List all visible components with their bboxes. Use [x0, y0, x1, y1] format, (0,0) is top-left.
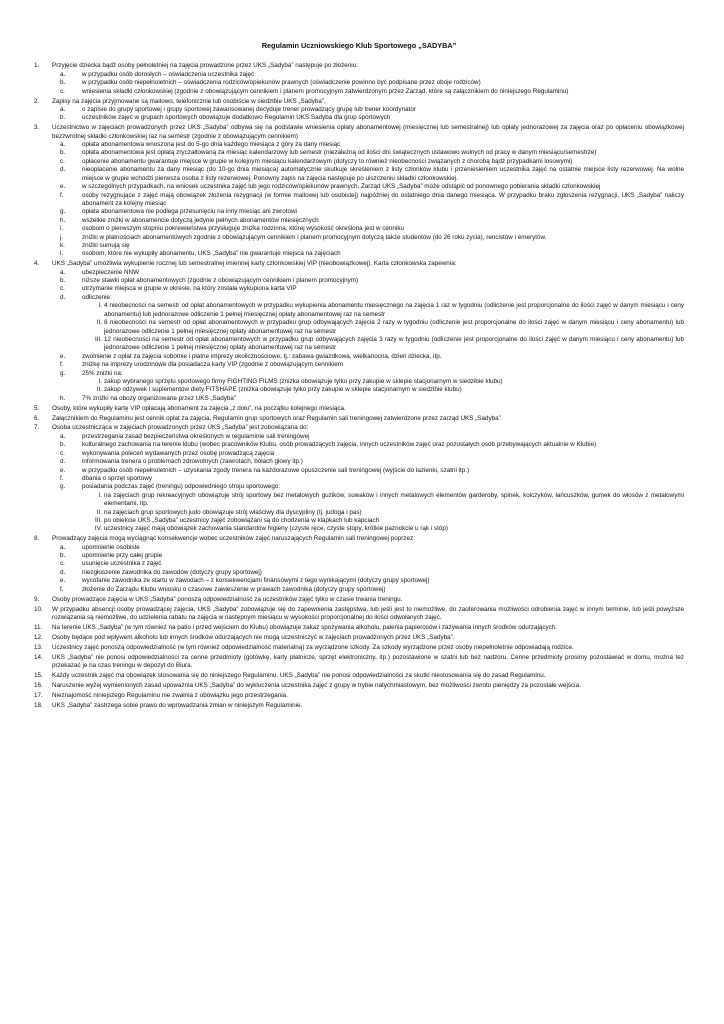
sub-item-text: opłata abonamentowa nie podlega przesunięciu na inny miesiąc ani zwrotowi	[82, 208, 297, 216]
regulation-item	[34, 260, 684, 403]
regulation-item	[34, 124, 684, 259]
sub-item	[60, 449, 684, 458]
sub-item	[60, 87, 684, 96]
sub-item	[60, 441, 684, 449]
roman-item	[96, 386, 684, 394]
sub-item-letter: d.	[60, 568, 66, 576]
sub-item	[60, 216, 684, 225]
sub-item	[60, 458, 684, 466]
roman-item	[98, 377, 684, 386]
sub-item-letter: c.	[60, 157, 65, 165]
roman-item	[96, 319, 684, 336]
regulation-item	[34, 415, 684, 423]
roman-item	[96, 508, 684, 517]
sub-item	[60, 543, 684, 552]
sub-item	[60, 250, 684, 258]
regulation-item	[34, 644, 684, 652]
roman-item	[95, 516, 684, 525]
sub-item	[60, 474, 684, 483]
sub-item	[60, 70, 684, 79]
sub-item-letter: a.	[60, 268, 66, 276]
sub-item-text: nieopłacenie abonamentu za dany miesiąc (do 10-go dnia miesiąca) automatycznie skutkuje skreśleniem z listy członków klubu i przeniesieniem uczestnika zajęć na ostatnie miejsce listy rezerwowej. Na wolne miejsce w grupie wchodzi pierwsza osoba z listy rezerwowej. Ponowny zapis na zajęcia następuje po uiszczeniu składki członkowskiej.	[82, 166, 684, 182]
roman-numeral: II.	[96, 319, 102, 327]
sub-item	[60, 114, 684, 122]
item-number: 2.	[34, 97, 40, 105]
sub-item-letter: f.	[60, 191, 64, 199]
sub-item-text: osoby rezygnujące z zajęć mają obowiązek złożenia rezygnacji (w formie mailowej lub osobistej) najpóźniej do ostatniego dnia danego miesiąca. W przypadku braku zgłoszenia rezygnacji, UKS „Sadyba” naliczy abonament za kolejny miesiąc	[82, 191, 684, 207]
item-number: 9.	[34, 595, 40, 603]
item-text: Naruszenie wyżej wymienionych zasad upoważnia UKS „Sadyba” do wykluczenia uczestnika zajęć z grupy w trybie natychmiastowym, bez możliwości zwrotu pieniędzy za pozostałe wejścia.	[52, 681, 581, 689]
sub-item	[60, 268, 684, 277]
sub-item-letter: b.	[60, 441, 66, 449]
sub-list	[52, 544, 684, 594]
roman-item	[98, 491, 684, 509]
sub-item-text: zniżkę na imprezy urodzinowe dla posiadacza karty VIP (zgodnie z obowiązującym cennikiem	[82, 361, 343, 369]
roman-item	[98, 302, 684, 319]
regulation-item	[34, 405, 684, 413]
regulation-item	[34, 98, 684, 123]
sub-list	[52, 141, 684, 259]
item-number: 15.	[34, 671, 43, 679]
sub-item-letter: b.	[60, 79, 66, 87]
item-text: Zapisy na zajęcia przyjmowane są mailowo, telefonicznie lub osobiście w siedzibie UKS „Sadyba”.	[52, 97, 326, 105]
sub-item-letter: l.	[60, 250, 64, 258]
sub-item-letter: f.	[60, 474, 64, 482]
sub-item-letter: b.	[60, 277, 66, 285]
sub-item	[60, 568, 684, 577]
roman-list	[82, 302, 684, 352]
roman-item-text: zakup odżywek i suplementów diety FITSHAPE (zniżka obowiązuje tylko przy zakupie w sklepie stacjonarnym w siedzibie klubu)	[104, 386, 462, 394]
sub-item	[60, 293, 684, 353]
regulation-item	[34, 596, 684, 604]
sub-item	[60, 191, 684, 209]
sub-item-text: kulturalnego zachowania na terenie klubu (wobec pracowników Klubu, osób prowadzących zajęcia, innych uczestników zajęć oraz pozostałych osób przebywających aktualnie w Klubie)	[82, 441, 597, 449]
item-text: Na terenie UKS „Sadyba” (w tym również na patio i przed wejściem do Klubu) obowiązuje zakaz spożywania alkoholu, palenia papierosów i zażywania innych środków odurzających.	[52, 623, 558, 631]
roman-item	[95, 335, 684, 353]
sub-item-letter: f.	[60, 361, 64, 369]
sub-item-text: w przypadku osób dorosłych – oświadczenia uczestnika zajęć	[82, 70, 255, 78]
sub-item	[60, 183, 684, 191]
item-text: UKS „Sadyba” zastrzega sobie prawo do wprowadzania zmian w niniejszym Regulaminie.	[52, 701, 303, 709]
sub-item	[60, 483, 684, 533]
regulation-list	[34, 62, 684, 710]
sub-item	[60, 369, 684, 395]
sub-item-text: opłacenie abonamentu gwarantuje miejsce w grupie w kolejnym miesiącu kalendarzowym (dotyczy to również nieobecności związanych z chorobą bądź przypadkami losowymi)	[82, 157, 573, 165]
sub-item-text: posiadania podczas zajęć (treningu) odpowiedniego stroju sportowego:	[82, 483, 281, 491]
sub-item-text: wykonywania poleceń wydawanych przez osobę prowadzącą zajęcia	[82, 449, 275, 457]
sub-item	[60, 233, 684, 242]
sub-item	[60, 208, 684, 216]
regulation-item	[34, 672, 684, 680]
sub-item-text: o zapisie do grupy sportowej i grupy sportowej zawansowanej decyduje trener prowadzący grupę lub trener koordynator	[82, 105, 416, 113]
roman-item-text: na zajęciach grup sportowych judo obowiązuje strój właściwy dla dyscypliny (tj. judoga i pas)	[104, 508, 362, 516]
item-number: 17.	[34, 691, 43, 699]
sub-item-text: informowania trenera o problemach zdrowotnych (zawrotach, bólach głowy itp.)	[82, 458, 303, 466]
regulation-item	[34, 535, 684, 594]
sub-item-letter: a.	[60, 105, 66, 113]
sub-item-text: osobom o pierwszym stopniu pokrewieństwa przysługuje zniżka rodzinna, której wysokość określona jest w cenniku	[82, 225, 404, 233]
roman-item-text: 4 nieobecności na semestr od opłat abonamentowych w przypadku wykupienia abonamentu miesięcznego na zajęcia 1 raz w tygodniu (odliczenie jest proporcjonalne do ilości zajęć w danym miesiącu i ceny abonamentu) lub jednorazowe odliczenie 1 pełnej miesięcznej opłaty abonamentowej raz na semestr	[104, 302, 684, 318]
sub-item	[60, 141, 684, 149]
sub-item-text: uczestników zajęć w grupach sportowych obowiązuje dodatkowo Regulamin UKS Sadyba dla grup sportowych	[82, 114, 391, 122]
sub-item-letter: d.	[60, 458, 66, 466]
sub-item	[60, 149, 684, 157]
sub-item-text: zwolnienie z opłat za zajęcia sobotnie i płatne imprezy okolicznościowe, tj.: zabawa gwiazdkowa, wielkanocna, dzień dziecka, itp.	[82, 352, 442, 360]
sub-item-text: w przypadku osób niepełnoletnich – oświadczenia rodziców/opiekunów prawnych (oświadczenie powinno być podpisane przez oboje rodziców)	[82, 79, 481, 87]
sub-list	[52, 269, 684, 404]
sub-item-letter: i.	[60, 225, 64, 233]
item-text: UKS „Sadyba” nie ponosi odpowiedzialności za cenne przedmioty (gotówkę, karty płatnicze, sprzęt elektroniczny, itp.) pozostawione w szatni lub bez nadzoru. Cenne przedmioty prosimy pozostawiać w domu, można też przekazać je na czas treningu w depozyt do Biura.	[52, 653, 684, 669]
sub-item	[60, 466, 684, 475]
item-text: Osoby prowadzące zajęcia w UKS „Sadyba” ponoszą odpowiedzialność za uczestników zajęć tylko w czasie trwania treningu.	[52, 595, 403, 603]
sub-item-letter: g.	[60, 369, 66, 377]
sub-item	[60, 560, 684, 568]
item-text: Każdy uczestnik zajęć ma obowiązek stosowania się do niniejszego Regulaminu. UKS „Sadyba” nie ponosi odpowiedzialności za skutki niestosowania się do zasad Regulaminu.	[52, 671, 546, 679]
regulation-item	[34, 624, 684, 632]
sub-item-letter: a.	[60, 141, 66, 149]
item-text: Osoby będące pod wpływem alkoholu lub innych środków odurzających nie mogą uczestniczyć w zajęciach prowadzonych przez UKS „Sadyba”.	[52, 633, 455, 641]
sub-item-letter: e.	[60, 466, 66, 474]
sub-item-letter: d.	[60, 166, 66, 174]
roman-item-text: 8 nieobecności na semestr od opłat abonamentowych w przypadku grup odbywających zajęcia 2 razy w tygodniu (odliczenie jest proporcjonalne do ilości zajęć w danym miesiącu i ceny abonamentu) lub jednorazowe odliczenie 1 pełnej miesięcznej opłaty abonamentowej raz na semestr	[104, 319, 684, 335]
regulation-item	[34, 634, 684, 642]
roman-numeral: III.	[95, 516, 102, 524]
sub-item	[60, 79, 684, 87]
regulation-item	[34, 62, 684, 96]
roman-item-text: na zajęciach grup rekreacyjnych obowiązuje strój sportowy bez metalowych guzików, suwaków i innych metalowych elementów garderoby, spinek, kolczyków, łańcuszków, gumek do włosów z metalowymi elementami, itp.	[104, 491, 684, 508]
item-text: W przypadku absencji osoby prowadzącej zajęcia, UKS „Sadyba” zobowiązuje się do zapewnienia zastępstwa, lub jeśli jest to niemożliwe, do zaoferowania możliwości odrobienia zajęć w innym terminie, lub jeśli powyższe rozwiązania są niemożliwe, do udzielenia rabatu na zajęcia w następnym miesiącu w wysokości proporcjonalnej do ilości odwołanych zajęć.	[52, 605, 684, 621]
sub-item-text: wycofanie zawodnika ze startu w zawodach – z konsekwencjami finansowymi z tego wynikającymi (dotyczy grupy sportowej)	[82, 577, 430, 585]
item-text: Załącznikiem do Regulaminu jest cennik opłat za zajęcia, Regulamin grup sportowych oraz Regulamin sali treningowej zatwierdzone przez zarząd UKS „Sadyba”.	[52, 414, 503, 422]
sub-item-text: opłata abonamentowa wnoszona jest do 5-go dnia każdego miesiąca z góry za dany miesiąc	[82, 141, 341, 149]
sub-item-letter: h.	[60, 216, 66, 224]
roman-numeral: I.	[98, 491, 102, 499]
sub-item-letter: b.	[60, 149, 66, 157]
roman-item-text: uczestnicy zajęć mają obowiązek zachowania standardów higieny (czyste ręce, czyste stopy, krótkie paznokcie u rąk i stóp)	[104, 525, 448, 533]
item-number: 11.	[34, 623, 43, 631]
roman-list	[82, 378, 684, 395]
sub-item	[60, 361, 684, 369]
sub-item	[60, 585, 684, 594]
sub-item	[60, 285, 684, 293]
sub-item-letter: e.	[60, 183, 66, 191]
sub-item-letter: g.	[60, 208, 66, 216]
item-text: Osoba uczestnicząca w zajęciach prowadzonych przez UKS „Sadyba” jest zobowiązana do:	[52, 424, 309, 432]
regulation-item	[34, 682, 684, 690]
roman-item-text: zakup wybranego sprzętu sportowego firmy FIGHTING FILMS (zniżka obowiązuje tylko przy zakupie w sklepie stacjonarnym w siedzibie klubu)	[104, 377, 503, 385]
item-text: Osoby, które wykupiły kartę VIP opłacają abonament za zajęcia „z dołu”, na początku kolejnego miesiąca.	[52, 404, 346, 412]
sub-item-text: upomnienie osobiste	[82, 543, 140, 551]
sub-item-letter: h.	[60, 394, 66, 402]
regulation-item	[34, 702, 684, 710]
sub-item	[60, 552, 684, 560]
roman-numeral: I.	[98, 377, 102, 385]
sub-item-letter: j.	[60, 233, 64, 241]
item-text: Prowadzący zajęcia mogą wyciągnąć konsekwencje wobec uczestników zajęć naruszających Regulamin sali treningowej poprzez:	[52, 535, 415, 543]
sub-item-letter: a.	[60, 543, 66, 551]
item-number: 1.	[34, 62, 40, 70]
item-number: 6.	[34, 414, 40, 422]
roman-numeral: III.	[95, 335, 102, 343]
sub-item-letter: d.	[60, 293, 66, 301]
sub-item-text: w szczególnych przypadkach, na wniosek uczestnika zajęć lub jego rodziców/opiekunów prawnych, Zarząd UKS „Sadyba” może odstąpić od ponownego pobierania składki członkowskiej	[82, 183, 601, 191]
item-text: Nieznajomość niniejszego Regulaminu nie zwalnia z obowiązku jego przestrzegania.	[52, 691, 288, 699]
sub-item-letter: c.	[60, 285, 65, 293]
item-text: UKS „Sadyba” umożliwia wykupienie rocznej lub semestralnej imiennej karty członkowskiej VIP (nieobowiązkowej). Karta członkowska zapewnia:	[52, 260, 457, 268]
sub-item	[60, 225, 684, 233]
sub-item	[60, 432, 684, 441]
sub-item	[60, 241, 684, 250]
sub-item-letter: b.	[60, 552, 66, 560]
item-number: 4.	[34, 260, 40, 268]
sub-item-text: 7% zniżki na obozy organizowane przez UKS „Sadyba”	[82, 394, 237, 402]
sub-item	[60, 577, 684, 585]
sub-item-text: usunięcie uczestnika z zajęć	[82, 560, 162, 568]
sub-item-letter: c.	[60, 449, 65, 457]
sub-item-text: 25% zniżki na:	[82, 369, 123, 377]
regulation-item	[34, 606, 684, 623]
sub-item-text: wniesienia składki członkowskiej (zgodnie z obowiązującym cennikiem i planem promocyjnym zatwierdzonym przez Zarząd, które są załącznikiem do niniejszego Regulaminu)	[82, 87, 569, 95]
document-title: Regulamin Uczniowskiego Klub Sportowego „SADYBA”	[261, 41, 457, 50]
roman-numeral: I.	[98, 302, 102, 310]
item-text: Uczestnictwo w zajęciach prowadzonych przez UKS „Sadyba” odbywa się na podstawie wniesienia opłaty abonamentowej (miesięcznej lub semestralnej) lub opłaty jednorazowej za zajęcia oraz po opłaceniu obowiązkowej bezzwrotnej składki członkowskiej raz na semestr (zgodnie z obowiązującym cennikiem)	[52, 124, 684, 140]
sub-item-letter: a.	[60, 70, 66, 78]
item-number: 12.	[34, 633, 43, 641]
sub-item-letter: e.	[60, 352, 66, 360]
sub-item-text: osobom, które nie wykupiły abonamentu, UKS „Sadyba” nie gwarantuje miejsca na zajęciach	[82, 250, 341, 258]
sub-item	[60, 394, 684, 403]
sub-item-text: ubezpieczenie NNW	[82, 268, 140, 276]
sub-item-letter: f.	[60, 585, 64, 593]
roman-list	[82, 492, 684, 534]
sub-item-letter: k.	[60, 241, 65, 249]
sub-item-letter: c.	[60, 560, 65, 568]
sub-item	[60, 105, 684, 114]
sub-item-text: przestrzegania zasad bezpieczeństwa określonych w regulaminie sali treningowej	[82, 432, 310, 440]
item-number: 18.	[34, 701, 43, 709]
roman-numeral: II.	[96, 386, 102, 394]
roman-item	[94, 525, 684, 533]
sub-item	[60, 157, 684, 166]
sub-item	[60, 166, 684, 183]
item-number: 8.	[34, 535, 40, 543]
item-number: 16.	[34, 681, 43, 689]
roman-numeral: II.	[96, 508, 102, 516]
sub-item-text: utrzymanie miejsca w grupie w okresie, na który została wykupiona karta VIP	[82, 285, 297, 293]
sub-item-letter: c.	[60, 87, 65, 95]
regulation-item	[34, 654, 684, 671]
sub-item-text: zniżki sumują się	[82, 241, 130, 249]
item-text: Przyjęcie dziecka bądź osoby pełnoletniej na zajęcia prowadzone przez UKS „Sadyba” następuje po złożeniu:	[52, 62, 358, 70]
item-number: 13.	[34, 643, 43, 651]
sub-item	[60, 352, 684, 361]
sub-item-text: upomnienie przy całej grupie	[82, 552, 163, 560]
sub-item-text: odliczenie:	[82, 293, 112, 301]
regulation-item	[34, 692, 684, 700]
sub-item-text: zniżki w płatnościach abonamentowych zgodnie z obowiązującym cennikiem i planem promocyjnym dotyczą także studentów (do 26 roku życia), rencistów i emerytów.	[82, 233, 547, 241]
sub-item-letter: e.	[60, 577, 66, 585]
sub-item-text: dbania o sprzęt sportowy	[82, 474, 153, 482]
sub-list	[52, 433, 684, 534]
item-number: 7.	[34, 424, 40, 432]
sub-item-letter: b.	[60, 114, 66, 122]
roman-item-text: 12 nieobecności na semestr od opłat abonamentowych w przypadku grup odbywających zajęcia 3 razy w tygodniu (odliczenie jest proporcjonalne do ilości zajęć w danym miesiącu i ceny abonamentu) lub jednorazowe odliczenie 1 pełnej miesięcznej opłaty abonamentowej raz na semestr	[104, 335, 684, 352]
sub-item-text: opłata abonamentowa jest opłatą zryczałtowaną za miesiąc kalendarzowy lub semestr (niezależną od ilości dni świątecznych ustawowo wolnych od pracy w danym miesiącu/semestrze)	[82, 149, 597, 157]
sub-item-text: wszelkie zniżki w abonamencie dotyczą jedynie pełnych abonamentów miesięcznych	[82, 216, 319, 224]
item-text: Uczestnicy zajęć ponoszą odpowiedzialność (w tym również odpowiedzialność materialną) za wyrządzone szkody. Za szkody wyrządzone przez osoby niepełnoletnie odpowiadają rodzice.	[52, 643, 574, 651]
item-number: 14.	[34, 653, 43, 661]
sub-item-text: w przypadku osób niepełnoletnich – uzyskania zgody trenera na każdorazowe opuszczenie sali treningowej (wyjście do łazienki, szatni itp.)	[82, 466, 470, 474]
sub-item-letter: g.	[60, 483, 66, 491]
sub-list	[52, 71, 684, 96]
sub-list	[52, 106, 684, 123]
regulation-item	[34, 424, 684, 533]
roman-item-text: po obiekcie UKS „Sadyba” uczestnicy zajęć zobowiązani są do chodzenia w klapkach lub kapciach	[104, 516, 380, 524]
item-number: 10.	[34, 605, 43, 613]
sub-item-text: złożenie do Zarządu Klubu wniosku o czasowe zawieszenie w prawach zawodnika (dotyczy grupy sportowej)	[82, 585, 386, 593]
sub-item-text: niższe stawki opłat abonamentowych (zgodnie z obowiązującym cennikiem i planem promocyjnym)	[82, 277, 359, 285]
roman-numeral: IV.	[94, 525, 102, 533]
item-number: 5.	[34, 404, 40, 412]
item-number: 3.	[34, 124, 40, 132]
sub-item-letter: a.	[60, 432, 66, 440]
sub-item	[60, 277, 684, 285]
sub-item-text: niezgłoszenie zawodnika do zawodów (dotyczy grupy sportowej)	[82, 568, 262, 576]
